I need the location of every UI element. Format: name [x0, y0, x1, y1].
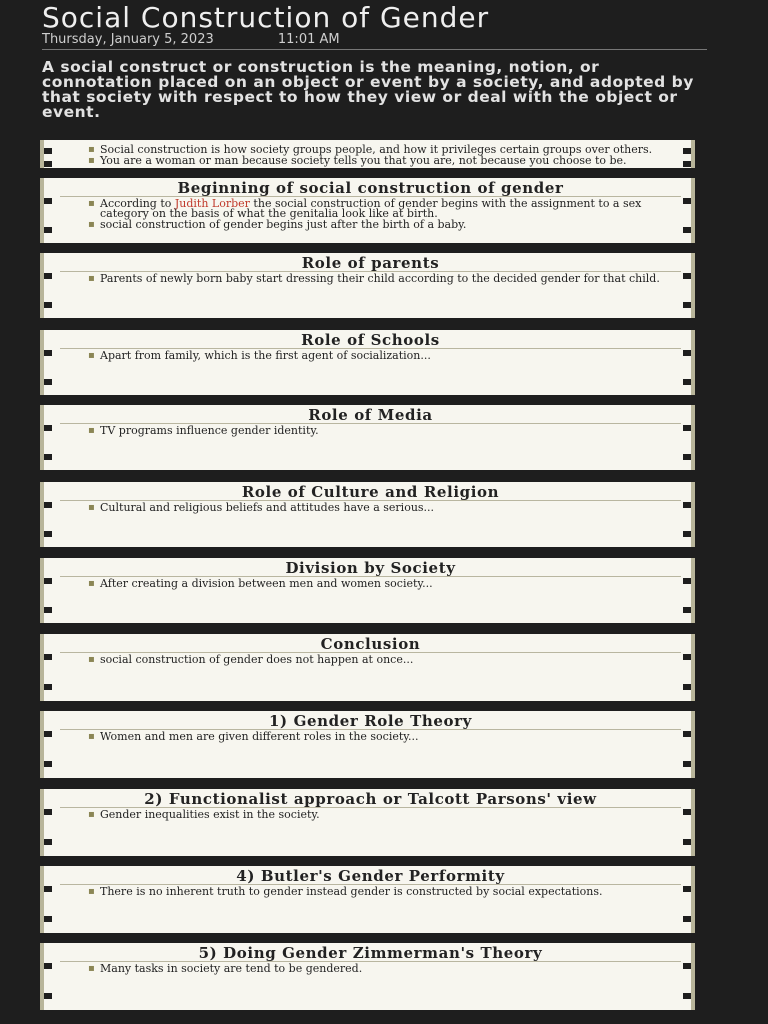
bullet-item: ▪ Gender inequalities exist in the society.: [100, 810, 681, 820]
bullet-item: ▪ After creating a division between men and women society...: [100, 579, 681, 589]
card-edge-marker: [683, 578, 693, 584]
note-card: [40, 405, 695, 470]
page-title: Social Construction of Gender: [42, 1, 490, 34]
card-edge-marker: [683, 607, 693, 613]
bullet-item: ▪ social construction of gender begins just after the birth of a baby.: [100, 220, 681, 230]
card-edge-marker: [42, 839, 52, 845]
card-edge-marker: [683, 148, 693, 154]
card-edge-marker: [42, 993, 52, 999]
page-meta: [42, 32, 707, 50]
note-card: [40, 866, 695, 933]
card-title: Beginning of social construction of gender: [60, 181, 681, 197]
card-edge-marker: [683, 886, 693, 892]
card-edge-marker: [42, 454, 52, 460]
card-edge-marker: [683, 425, 693, 431]
card-edge-marker: [683, 993, 693, 999]
card-title: 2) Functionalist approach or Talcott Parsons' view: [60, 792, 681, 808]
card-title: 1) Gender Role Theory: [60, 714, 681, 730]
card-edge-marker: [683, 161, 693, 167]
bullet-item: ▪ TV programs influence gender identity.: [100, 426, 681, 436]
bullet-list: [60, 964, 681, 974]
card-edge-marker: [683, 963, 693, 969]
card-edge-marker: [42, 350, 52, 356]
bullet-list: [60, 732, 681, 742]
card-edge-marker: [683, 731, 693, 737]
card-title: 5) Doing Gender Zimmerman's Theory: [60, 946, 681, 962]
card-edge-marker: [683, 198, 693, 204]
card-title: 4) Butler's Gender Performity: [60, 869, 681, 885]
bullet-item: ▪ Many tasks in society are tend to be gendered.: [100, 964, 681, 974]
bullet-item: ▪ Apart from family, which is the first agent of socialization...: [100, 351, 681, 361]
author-link[interactable]: Judith Lorber: [174, 197, 250, 210]
bullet-list: [60, 579, 681, 589]
card-edge-marker: [42, 227, 52, 233]
card-edge-marker: [683, 350, 693, 356]
bullet-item: ▪ You are a woman or man because society tells you that you are, not because you choose to be.: [100, 156, 681, 166]
card-title: Role of Schools: [60, 333, 681, 349]
card-edge-marker: [683, 502, 693, 508]
note-card: [40, 789, 695, 856]
intro-paragraph: A social construct or construction is the meaning, notion, or connotation placed on an object or event by a society, and adopted by that society with respect to how they view or deal with the object or event.: [42, 58, 694, 121]
card-edge-marker: [42, 425, 52, 431]
bullet-item: ▪ social construction of gender does not happen at once...: [100, 655, 681, 665]
card-edge-marker: [683, 227, 693, 233]
page-time: 11:01 AM: [277, 32, 340, 47]
bullet-item: ▪ Women and men are given different roles in the society...: [100, 732, 681, 742]
bullet-list: [60, 887, 681, 897]
card-title: Role of parents: [60, 256, 681, 272]
bullet-list: [60, 199, 681, 230]
page-header: [42, 1, 707, 50]
card-edge-marker: [42, 531, 52, 537]
card-edge-marker: [42, 148, 52, 154]
bullet-item: ▪ Parents of newly born baby start dressing their child according to the decided gender for that child.: [100, 274, 681, 284]
bullet-list: [60, 351, 681, 361]
note-card: [40, 140, 695, 168]
bullet-item: ▪ Cultural and religious beliefs and attitudes have a serious...: [100, 503, 681, 513]
card-edge-marker: [683, 761, 693, 767]
card-edge-marker: [42, 654, 52, 660]
card-edge-marker: [683, 654, 693, 660]
card-edge-marker: [42, 886, 52, 892]
card-edge-marker: [683, 302, 693, 308]
card-edge-marker: [683, 684, 693, 690]
card-edge-marker: [42, 379, 52, 385]
card-title: Conclusion: [60, 637, 681, 653]
card-edge-marker: [42, 963, 52, 969]
bullet-list: [60, 274, 681, 284]
bullet-list: [60, 503, 681, 513]
note-card: [40, 482, 695, 547]
card-edge-marker: [42, 761, 52, 767]
card-edge-marker: [42, 198, 52, 204]
bullet-list: [60, 655, 681, 665]
bullet-list: [60, 426, 681, 436]
card-edge-marker: [42, 916, 52, 922]
card-edge-marker: [683, 839, 693, 845]
note-card: [40, 634, 695, 701]
bullet-text: the social construction of gender begins with the assignment to a sex category on the basis of what the genitalia look like at birth.: [100, 197, 642, 220]
card-edge-marker: [683, 273, 693, 279]
card-edge-marker: [683, 531, 693, 537]
note-card: [40, 558, 695, 623]
card-edge-marker: [683, 916, 693, 922]
card-title: Division by Society: [60, 561, 681, 577]
card-edge-marker: [683, 454, 693, 460]
bullet-list: [60, 145, 681, 166]
bullet-item: ▪ There is no inherent truth to gender instead gender is constructed by social expectations.: [100, 887, 681, 897]
bullet-item: [100, 199, 681, 219]
note-card: [40, 253, 695, 318]
card-edge-marker: [42, 302, 52, 308]
note-card: [40, 943, 695, 1010]
card-edge-marker: [683, 809, 693, 815]
bullet-item: ▪ Social construction is how society groups people, and how it privileges certain groups over others.: [100, 145, 681, 155]
card-edge-marker: [683, 379, 693, 385]
note-card: [40, 711, 695, 778]
note-card: [40, 178, 695, 243]
card-edge-marker: [42, 684, 52, 690]
card-title: Role of Media: [60, 408, 681, 424]
page-date: Thursday, January 5, 2023: [42, 32, 214, 47]
card-edge-marker: [42, 607, 52, 613]
card-edge-marker: [42, 731, 52, 737]
card-edge-marker: [42, 273, 52, 279]
card-edge-marker: [42, 502, 52, 508]
bullet-list: [60, 810, 681, 820]
note-card: [40, 330, 695, 395]
card-edge-marker: [42, 578, 52, 584]
card-edge-marker: [42, 809, 52, 815]
card-title: Role of Culture and Religion: [60, 485, 681, 501]
card-edge-marker: [42, 161, 52, 167]
bullet-text: According to: [100, 197, 175, 210]
